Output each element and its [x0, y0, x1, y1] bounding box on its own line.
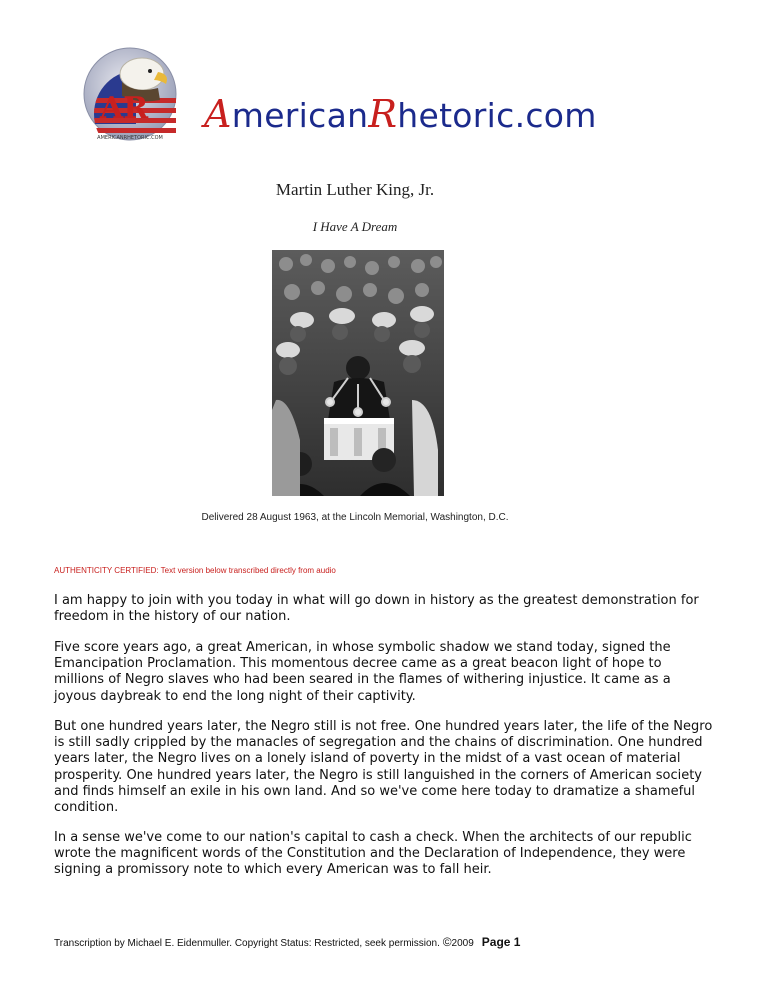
speech-paragraph: I am happy to join with you today in what will go down in history as the greatest demonstration for freedom in the history of our nation. — [54, 593, 699, 625]
authenticity-note: AUTHENTICITY CERTIFIED: Text version below transcribed directly from audio — [54, 566, 336, 575]
speech-paragraph: Five score years ago, a great American, in whose symbolic shadow we stand today, signed the Emancipation Proclamation. This momentous decree came as a great beacon light of hope to millions of Negro slaves who had been seared in the flames of withering injustice. It came as a joyous daybreak to end the long night of their captivity. — [54, 640, 671, 704]
logo-letters: AR — [100, 91, 149, 126]
copyright-year: 2009 — [451, 938, 474, 949]
site-title — [204, 92, 597, 136]
site-title-cap-a: A — [204, 92, 232, 136]
copyright-symbol: © — [442, 935, 452, 949]
delivery-note: Delivered 28 August 1963, at the Lincoln Memorial, Washington, D.C. — [201, 512, 509, 523]
logo-subtext: AMERICANRHETORIC.COM — [97, 135, 163, 141]
site-logo — [78, 44, 184, 144]
page-number: Page 1 — [481, 935, 521, 949]
speech-paragraph: But one hundred years later, the Negro still is not free. One hundred years later, the life of the Negro is still sadly crippled by the manacles of segregation and the chains of discrimination. One hundred years later, the Negro lives on a lonely island of poverty in the midst of a vast ocean of material prosperity. One hundred years later, the Negro is still languished in the corners of American society and finds himself an exile in his own land. And so we've come here today to dramatize a shameful condition. — [54, 719, 713, 816]
page-footer — [54, 935, 520, 949]
transcription-credit: Transcription by Michael E. Eidenmuller. Copyright Status: Restricted, seek permission. — [54, 938, 443, 949]
site-title-part2: hetoric.com — [397, 96, 597, 135]
speech-title: I Have A Dream — [312, 219, 398, 234]
site-title-cap-r: R — [368, 92, 398, 136]
site-title-part1: merican — [231, 96, 369, 135]
speech-photo — [272, 250, 444, 496]
speaker-name: Martin Luther King, Jr. — [275, 180, 435, 199]
speech-paragraph: In a sense we've come to our nation's capital to cash a check. When the architects of our republic wrote the magnificent words of the Constitution and the Declaration of Independence, they were signing a promissory note to which every American was to fall heir. — [54, 830, 692, 878]
